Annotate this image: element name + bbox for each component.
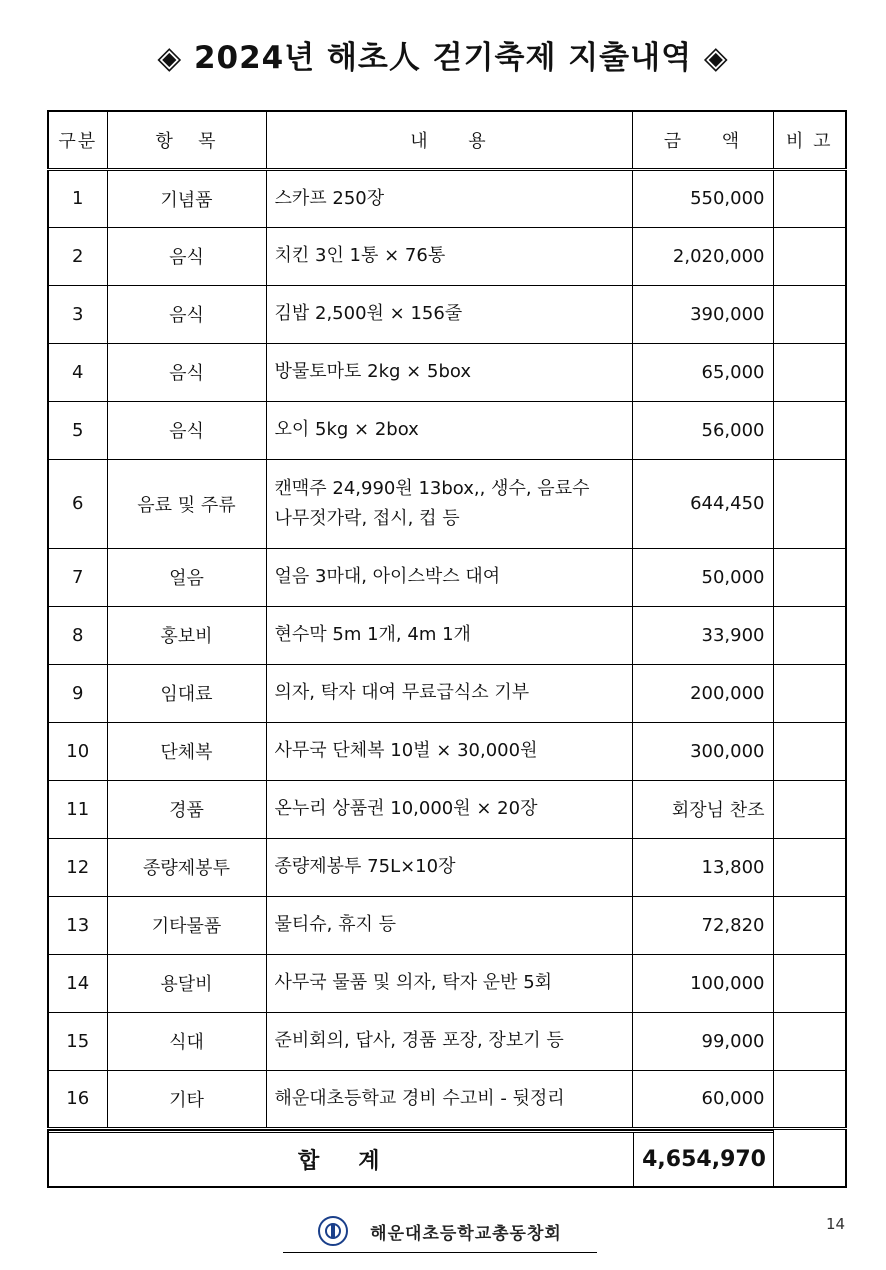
row-desc-line: 물티슈, 휴지 등 [274,914,396,935]
header-amount: 금 액 [632,111,773,169]
row-desc-line: 온누리 상품권 10,000원 × 20장 [274,798,538,819]
row-desc [266,169,632,227]
row-item: 얼음 [107,548,266,606]
row-desc-line: 방물토마토 2kg × 5box [274,361,471,382]
row-desc-line: 해운대초등학교 경비 수고비 - 뒷정리 [274,1087,565,1109]
row-no: 15 [48,1012,107,1070]
row-item: 음식 [107,343,266,401]
row-desc [266,1070,632,1128]
row-amount: 56,000 [632,401,773,459]
table-row [48,548,846,606]
row-desc [266,606,632,664]
row-desc-line: 치킨 3인 1통 × 76통 [274,245,446,266]
footer [283,1210,597,1253]
row-amount: 13,800 [632,838,773,896]
row-note [773,401,846,459]
table-row [48,227,846,285]
row-amount: 60,000 [632,1070,773,1128]
row-desc [266,343,632,401]
row-no: 2 [48,227,107,285]
row-note [773,606,846,664]
row-item: 음식 [107,227,266,285]
row-desc [266,896,632,954]
row-item: 홍보비 [107,606,266,664]
table-row [48,285,846,343]
row-item: 식대 [107,1012,266,1070]
row-note [773,169,846,227]
row-note [773,343,846,401]
row-desc [266,722,632,780]
total-note [773,1128,846,1187]
row-desc [266,401,632,459]
row-note [773,780,846,838]
expense-table [47,110,847,1188]
row-amount: 65,000 [632,343,773,401]
school-emblem-icon [318,1216,348,1246]
row-no: 6 [48,459,107,548]
table-row [48,954,846,1012]
table-row [48,343,846,401]
row-item: 경품 [107,780,266,838]
row-desc [266,459,632,548]
header-note: 비 고 [773,111,846,169]
row-desc [266,780,632,838]
total-amount: 4,654,970 [633,1131,773,1186]
row-amount: 644,450 [632,459,773,548]
table-row [48,606,846,664]
row-no: 14 [48,954,107,1012]
row-note [773,227,846,285]
row-desc-line: 나무젓가락, 접시, 컵 등 [274,507,460,529]
row-item: 음식 [107,401,266,459]
row-no: 5 [48,401,107,459]
row-desc-line: 종량제봉투 75L×10장 [274,856,456,877]
row-desc-line: 현수막 5m 1개, 4m 1개 [274,624,471,645]
row-no: 8 [48,606,107,664]
row-amount: 72,820 [632,896,773,954]
row-item: 단체복 [107,722,266,780]
row-amount: 회장님 찬조 [632,780,773,838]
row-desc [266,227,632,285]
table-row [48,838,846,896]
row-note [773,664,846,722]
row-desc-line: 사무국 단체복 10벌 × 30,000원 [274,740,538,761]
row-item: 음식 [107,285,266,343]
row-desc-line: 김밥 2,500원 × 156줄 [274,303,463,324]
row-item: 용달비 [107,954,266,1012]
row-desc-line: 오이 5kg × 2box [274,419,419,440]
row-no: 1 [48,169,107,227]
page-number: 14 [826,1215,846,1233]
row-desc-line: 의자, 탁자 대여 무료급식소 기부 [274,682,530,703]
row-note [773,548,846,606]
table-row [48,780,846,838]
total-label: 합 계 [49,1131,633,1186]
row-amount: 50,000 [632,548,773,606]
header-desc: 내 용 [266,111,632,169]
footer-org-name: 해운대초등학교총동창회 [370,1223,562,1244]
row-amount: 300,000 [632,722,773,780]
row-amount: 99,000 [632,1012,773,1070]
table-row [48,722,846,780]
row-item: 종량제봉투 [107,838,266,896]
table-row [48,459,846,548]
row-desc [266,664,632,722]
row-note [773,722,846,780]
table-row [48,169,846,227]
row-item: 임대료 [107,664,266,722]
row-no: 16 [48,1070,107,1128]
row-amount: 33,900 [632,606,773,664]
row-desc [266,548,632,606]
row-amount: 200,000 [632,664,773,722]
row-no: 10 [48,722,107,780]
row-item: 기념품 [107,169,266,227]
row-desc-line: 준비회의, 답사, 경품 포장, 장보기 등 [274,1030,564,1051]
row-desc-line: 스카프 250장 [274,187,385,209]
row-no: 9 [48,664,107,722]
row-no: 13 [48,896,107,954]
row-desc [266,1012,632,1070]
row-desc-line: 사무국 물품 및 의자, 탁자 운반 5회 [274,972,553,993]
table-row [48,896,846,954]
row-item: 음료 및 주류 [107,459,266,548]
row-desc [266,285,632,343]
page-title: ◈ 2024년 해초人 걷기축제 지출내역 ◈ [157,40,729,76]
row-item: 기타물품 [107,896,266,954]
row-no: 7 [48,548,107,606]
row-note [773,459,846,548]
row-no: 12 [48,838,107,896]
row-amount: 100,000 [632,954,773,1012]
header-item: 항 목 [107,111,266,169]
row-no: 4 [48,343,107,401]
table-row [48,664,846,722]
row-note [773,1012,846,1070]
row-note [773,896,846,954]
row-desc [266,838,632,896]
table-body [48,169,846,1128]
row-note [773,838,846,896]
table-row [48,1012,846,1070]
row-note [773,285,846,343]
row-amount: 390,000 [632,285,773,343]
table-row [48,401,846,459]
total-row [48,1128,846,1187]
row-amount: 2,020,000 [632,227,773,285]
row-no: 11 [48,780,107,838]
row-amount: 550,000 [632,169,773,227]
table-row [48,1070,846,1128]
row-desc-line: 얼음 3마대, 아이스박스 대여 [274,566,501,587]
row-note [773,954,846,1012]
row-no: 3 [48,285,107,343]
row-desc-line: 캔맥주 24,990원 13box,, 생수, 음료수 [274,477,590,499]
row-note [773,1070,846,1128]
row-item: 기타 [107,1070,266,1128]
row-desc [266,954,632,1012]
table-header-row [48,111,846,169]
header-no: 구분 [48,111,107,169]
